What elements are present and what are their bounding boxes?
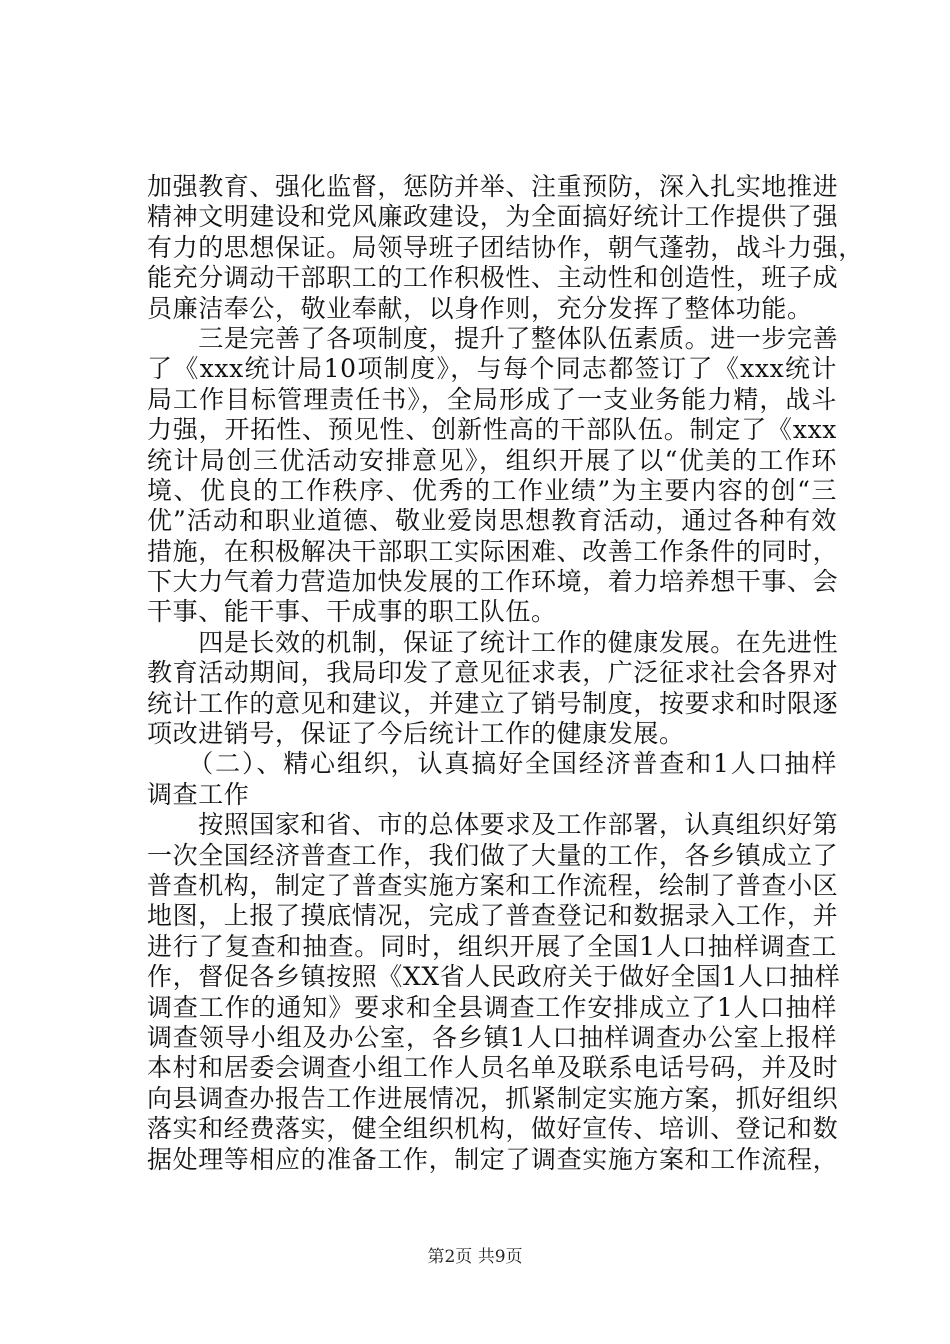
text-line: 教育活动期间，我局印发了意见征求表，广泛征求社会各界对 xyxy=(147,658,839,688)
page-footer: 第2页 共9页 xyxy=(427,1247,523,1267)
text-line: 普查机构，制定了普查实施方案和工作流程，绘制了普查小区 xyxy=(147,870,839,900)
paragraph xyxy=(147,172,864,324)
text-line: 有力的思想保证。局领导班子团结协作，朝气蓬勃，战斗力强， xyxy=(147,232,864,262)
text-line: 能充分调动干部职工的工作积极性、主动性和创造性，班子成 xyxy=(147,263,839,293)
text-line: 调查工作 xyxy=(147,779,250,809)
text-line: 加强教育、强化监督，惩防并举、注重预防，深入扎实地推进 xyxy=(147,172,839,201)
text-line: 本村和居委会调查小组工作人员名单及联系电话号码，并及时 xyxy=(147,1053,839,1083)
text-line: 统计局创三优活动安排意见》，组织开展了以“优美的工作环 xyxy=(147,445,837,475)
text-line: 优”活动和职业道德、敬业爱岗思想教育活动，通过各种有效 xyxy=(147,506,837,536)
text-line: 项改进销号，保证了今后统计工作的健康发展。 xyxy=(147,719,685,749)
text-line: 进行了复查和抽查。同时，组织开展了全国1人口抽样调查工 xyxy=(147,931,837,961)
body-text xyxy=(147,172,864,1175)
text-line: 按照国家和省、市的总体要求及工作部署，认真组织好第 xyxy=(147,810,839,840)
text-line: 局工作目标管理责任书》，全局形成了一支业务能力精，战斗 xyxy=(147,384,837,414)
text-line: 了《xxx统计局10项制度》，与每个同志都签订了《xxx统计 xyxy=(147,354,837,384)
text-line: 境、优良的工作秩序、优秀的工作业绩”为主要内容的创“三 xyxy=(147,475,837,505)
text-line: 调查领导小组及办公室，各乡镇1人口抽样调查办公室上报样 xyxy=(147,1022,837,1052)
text-line: 调查工作的通知》要求和全县调查工作安排成立了1人口抽样 xyxy=(147,992,837,1022)
text-line: 三是完善了各项制度，提升了整体队伍素质。进一步完善 xyxy=(147,323,839,353)
text-line: 措施，在积极解决干部职工实际困难、改善工作条件的同时， xyxy=(147,536,839,566)
text-line: 力强，开拓性、预见性、创新性高的干部队伍。制定了《xxx xyxy=(147,415,837,445)
text-line: 下大力气着力营造加快发展的工作环境，着力培养想干事、会 xyxy=(147,567,839,597)
paragraph xyxy=(147,810,841,1175)
text-line: 精神文明建设和党风廉政建设，为全面搞好统计工作提供了强 xyxy=(147,202,839,232)
text-line: 一次全国经济普查工作，我们做了大量的工作，各乡镇成立了 xyxy=(147,840,839,870)
text-line: 向县调查办报告工作进展情况，抓紧制定实施方案，抓好组织 xyxy=(147,1083,839,1113)
text-line: 地图，上报了摸底情况，完成了普查登记和数据录入工作，并 xyxy=(147,901,839,931)
paragraph xyxy=(147,324,837,628)
text-line: 据处理等相应的准备工作，制定了调查实施方案和工作流程， xyxy=(147,1144,839,1174)
text-line: （二）、精心组织，认真搞好全国经济普查和1人口抽样 xyxy=(147,749,837,779)
text-line: 四是长效的机制，保证了统计工作的健康发展。在先进性 xyxy=(147,627,839,657)
text-line: 统计工作的意见和建议，并建立了销号制度，按要求和时限逐 xyxy=(147,688,839,718)
paragraph xyxy=(147,628,837,750)
text-line: 落实和经费落实，健全组织机构，做好宣传、培训、登记和数 xyxy=(147,1114,839,1144)
text-line: 作，督促各乡镇按照《XX省人民政府关于做好全国1人口抽样 xyxy=(147,962,841,992)
paragraph xyxy=(147,749,837,810)
text-line: 干事、能干事、干成事的职工队伍。 xyxy=(147,597,557,627)
text-line: 员廉洁奉公，敬业奉献，以身作则，充分发挥了整体功能。 xyxy=(147,293,813,323)
